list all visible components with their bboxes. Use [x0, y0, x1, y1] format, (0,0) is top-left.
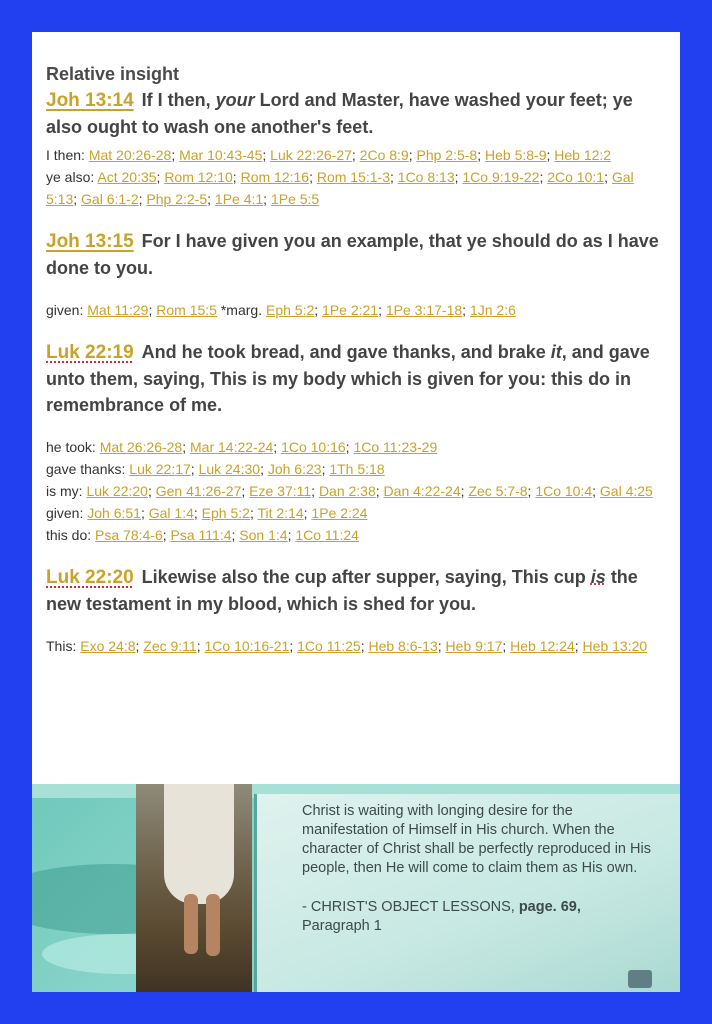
xref-links: Eph 5:2; 1Pe 2:21; 1Pe 3:17-18; 1Jn 2:6: [265, 302, 516, 318]
xref-link[interactable]: Mar 10:43-45: [179, 147, 263, 163]
xref-link[interactable]: Heb 8:6-13: [368, 638, 438, 654]
xref-link[interactable]: Luk 22:26-27: [270, 147, 352, 163]
xref-link[interactable]: Luk 22:20: [86, 483, 148, 499]
xref-row: [46, 524, 666, 546]
xref-row: [46, 480, 666, 502]
quote-source: - CHRIST'S OBJECT LESSONS, page. 69, Paragraph 1: [302, 899, 581, 934]
xref-label: he took:: [46, 439, 96, 455]
xref-row: [46, 166, 666, 210]
xref-link[interactable]: 1Pe 2:21: [322, 302, 379, 318]
xref-links: Exo 24:8; Zec 9:11; 1Co 10:16-21; 1Co 11:25; Heb 8:6-13; Heb 9:17; Heb 12:24; Heb 13:20: [80, 638, 648, 654]
xref-link[interactable]: Exo 24:8: [80, 638, 136, 654]
xref-list: [46, 299, 666, 321]
xref-link[interactable]: 1Pe 5:5: [270, 191, 320, 207]
xref-link[interactable]: 1Pe 4:1: [214, 191, 264, 207]
xref-label: I then:: [46, 147, 85, 163]
xref-list: [46, 144, 666, 210]
xref-link[interactable]: Gal 5:13: [46, 169, 634, 207]
xref-links: Luk 22:17; Luk 24:30; Joh 6:23; 1Th 5:18: [129, 461, 385, 477]
verse-text-part: Likewise also the cup after supper, saying, This cup: [141, 567, 591, 587]
xref-link[interactable]: Dan 2:38: [318, 483, 376, 499]
xref-link[interactable]: Heb 5:8-9: [485, 147, 547, 163]
xref-link[interactable]: Mat 26:26-28: [99, 439, 183, 455]
xref-label: given:: [46, 302, 84, 318]
xref-link[interactable]: Joh 6:23: [267, 461, 322, 477]
xref-link[interactable]: Rom 15:1-3: [316, 169, 390, 185]
xref-links: Act 20:35; Rom 12:10; Rom 12:16; Rom 15:1-3; 1Co 8:13; 1Co 9:19-22; 2Co 10:1; Gal 5:13; Gal 6:1-2; Php 2:2-5; 1Pe 4:1; 1Pe 5:5: [46, 169, 634, 207]
quote-text-block: [302, 802, 662, 936]
xref-link[interactable]: Zec 9:11: [143, 638, 197, 654]
xref-row: [46, 458, 666, 480]
xref-link[interactable]: 1Co 11:24: [295, 527, 359, 543]
xref-link[interactable]: Gen 41:26-27: [155, 483, 242, 499]
xref-link[interactable]: Luk 22:17: [129, 461, 191, 477]
xref-list: [46, 635, 666, 657]
xref-link[interactable]: 1Jn 2:6: [469, 302, 516, 318]
quote-banner-image: [32, 784, 680, 992]
quote-text: Christ is waiting with longing desire for the manifestation of Himself in His church. When the character of Christ shall be perfectly reproduced in His people, then He will come to claim them as His own.: [302, 803, 651, 876]
section-heading: Relative insight: [46, 64, 180, 84]
xref-row: [46, 144, 666, 166]
xref-link[interactable]: 1Co 8:13: [397, 169, 455, 185]
verse-italic: it: [550, 342, 562, 362]
verse-text-part: For I have given you an example, that ye should do as I have done to you.: [46, 231, 659, 278]
verse-text-part: Lord and Master, have washed your feet; ye also ought to wash one another's feet.: [46, 90, 633, 137]
xref-link[interactable]: Luk 24:30: [198, 461, 261, 477]
xref-list: [46, 436, 666, 546]
verse-italic: your: [215, 90, 255, 110]
xref-row: [46, 502, 666, 524]
insight-content: [46, 64, 666, 675]
verse-text-part: the new testament in my blood, which is shed for you.: [46, 567, 638, 614]
xref-link[interactable]: Rom 15:5: [156, 302, 217, 318]
xref-label: given:: [46, 505, 84, 521]
xref-link[interactable]: 1Pe 2:24: [311, 505, 368, 521]
verse-text: [46, 564, 666, 617]
xref-links: Mat 11:29; Rom 15:5: [87, 302, 217, 318]
xref-link[interactable]: Php 2:5-8: [416, 147, 478, 163]
verse-text: [46, 87, 666, 140]
xref-link[interactable]: Heb 12:24: [510, 638, 575, 654]
verse-block-joh-13-15: [46, 228, 666, 321]
xref-link[interactable]: Psa 111:4: [170, 527, 232, 543]
verse-text-part: If I then,: [141, 90, 216, 110]
xref-link[interactable]: 1Co 9:19-22: [462, 169, 540, 185]
xref-link[interactable]: Dan 4:22-24: [383, 483, 461, 499]
xref-link[interactable]: Php 2:2-5: [146, 191, 208, 207]
xref-link[interactable]: Heb 13:20: [582, 638, 648, 654]
xref-links: Psa 78:4-6; Psa 111:4; Son 1:4; 1Co 11:24: [95, 527, 359, 543]
xref-links: Joh 6:51; Gal 1:4; Eph 5:2; Tit 2:14; 1Pe 2:24: [87, 505, 368, 521]
xref-links: Mat 26:26-28; Mar 14:22-24; 1Co 10:16; 1Co 11:23-29: [99, 439, 438, 455]
xref-link[interactable]: Tit 2:14: [257, 505, 304, 521]
verse-italic: is: [590, 567, 606, 587]
xref-link[interactable]: Rom 12:10: [164, 169, 233, 185]
content-card: [32, 32, 680, 992]
xref-label: this do:: [46, 527, 92, 543]
verse-ref-link[interactable]: Joh 13:15: [46, 231, 134, 252]
xref-link[interactable]: Heb 12:2: [554, 147, 612, 163]
xref-link[interactable]: Eph 5:2: [201, 505, 250, 521]
xref-link[interactable]: 1Co 11:23-29: [353, 439, 438, 455]
xref-link[interactable]: 1Co 11:25: [297, 638, 361, 654]
verse-ref-link[interactable]: Joh 13:14: [46, 90, 134, 111]
xref-link[interactable]: Joh 6:51: [87, 505, 141, 521]
xref-links: Mat 20:26-28; Mar 10:43-45; Luk 22:26-27; 2Co 8:9; Php 2:5-8; Heb 5:8-9; Heb 12:2: [88, 147, 612, 163]
verse-block-luk-22-19: [46, 339, 666, 546]
xref-link[interactable]: Act 20:35: [97, 169, 157, 185]
verse-block-luk-22-20: [46, 564, 666, 657]
verse-text-part: And he took bread, and gave thanks, and brake: [141, 342, 551, 362]
xref-link[interactable]: 2Co 8:9: [359, 147, 409, 163]
xref-row: [46, 299, 666, 321]
verse-ref-link[interactable]: Luk 22:19: [46, 342, 134, 363]
verse-text-part: , and gave unto them, saying, This is my body which is given for you: this do in remembrance of me.: [46, 342, 650, 415]
xref-link[interactable]: Zec 5:7-8: [468, 483, 528, 499]
xref-link[interactable]: Mar 14:22-24: [190, 439, 274, 455]
xref-links: Luk 22:20; Gen 41:26-27; Eze 37:11; Dan 2:38; Dan 4:22-24; Zec 5:7-8; 1Co 10:4; Gal 4:25: [86, 483, 653, 499]
xref-link[interactable]: 1Co 10:16-21: [204, 638, 290, 654]
xref-link[interactable]: Eph 5:2: [265, 302, 315, 318]
xref-link[interactable]: Son 1:4: [239, 527, 288, 543]
xref-link[interactable]: 1Pe 3:17-18: [385, 302, 463, 318]
verse-text: [46, 339, 666, 418]
xref-link[interactable]: Mat 11:29: [87, 302, 149, 318]
corner-logo-icon: [628, 970, 652, 988]
xref-link[interactable]: Rom 12:16: [240, 169, 310, 185]
verse-ref-link[interactable]: Luk 22:20: [46, 567, 134, 588]
barefoot-photo: [136, 784, 252, 992]
xref-label: is my:: [46, 483, 83, 499]
xref-link[interactable]: Gal 1:4: [148, 505, 194, 521]
xref-link[interactable]: 1Co 10:4: [535, 483, 593, 499]
xref-link[interactable]: Mat 20:26-28: [88, 147, 172, 163]
xref-link[interactable]: Gal 6:1-2: [81, 191, 139, 207]
xref-row: [46, 635, 666, 657]
verse-text: [46, 228, 666, 281]
verse-block-joh-13-14: [46, 87, 666, 210]
xref-link[interactable]: 1Co 10:16: [281, 439, 346, 455]
xref-link[interactable]: Psa 78:4-6: [95, 527, 163, 543]
xref-link[interactable]: 1Th 5:18: [329, 461, 385, 477]
xref-link[interactable]: Gal 4:25: [599, 483, 653, 499]
xref-row: [46, 436, 666, 458]
xref-link[interactable]: 2Co 10:1: [547, 169, 605, 185]
xref-label: ye also:: [46, 169, 95, 185]
xref-margin-note: *marg.: [220, 302, 263, 318]
xref-label: This:: [46, 638, 77, 654]
xref-label: gave thanks:: [46, 461, 126, 477]
xref-link[interactable]: Heb 9:17: [445, 638, 503, 654]
xref-link[interactable]: Eze 37:11: [249, 483, 312, 499]
